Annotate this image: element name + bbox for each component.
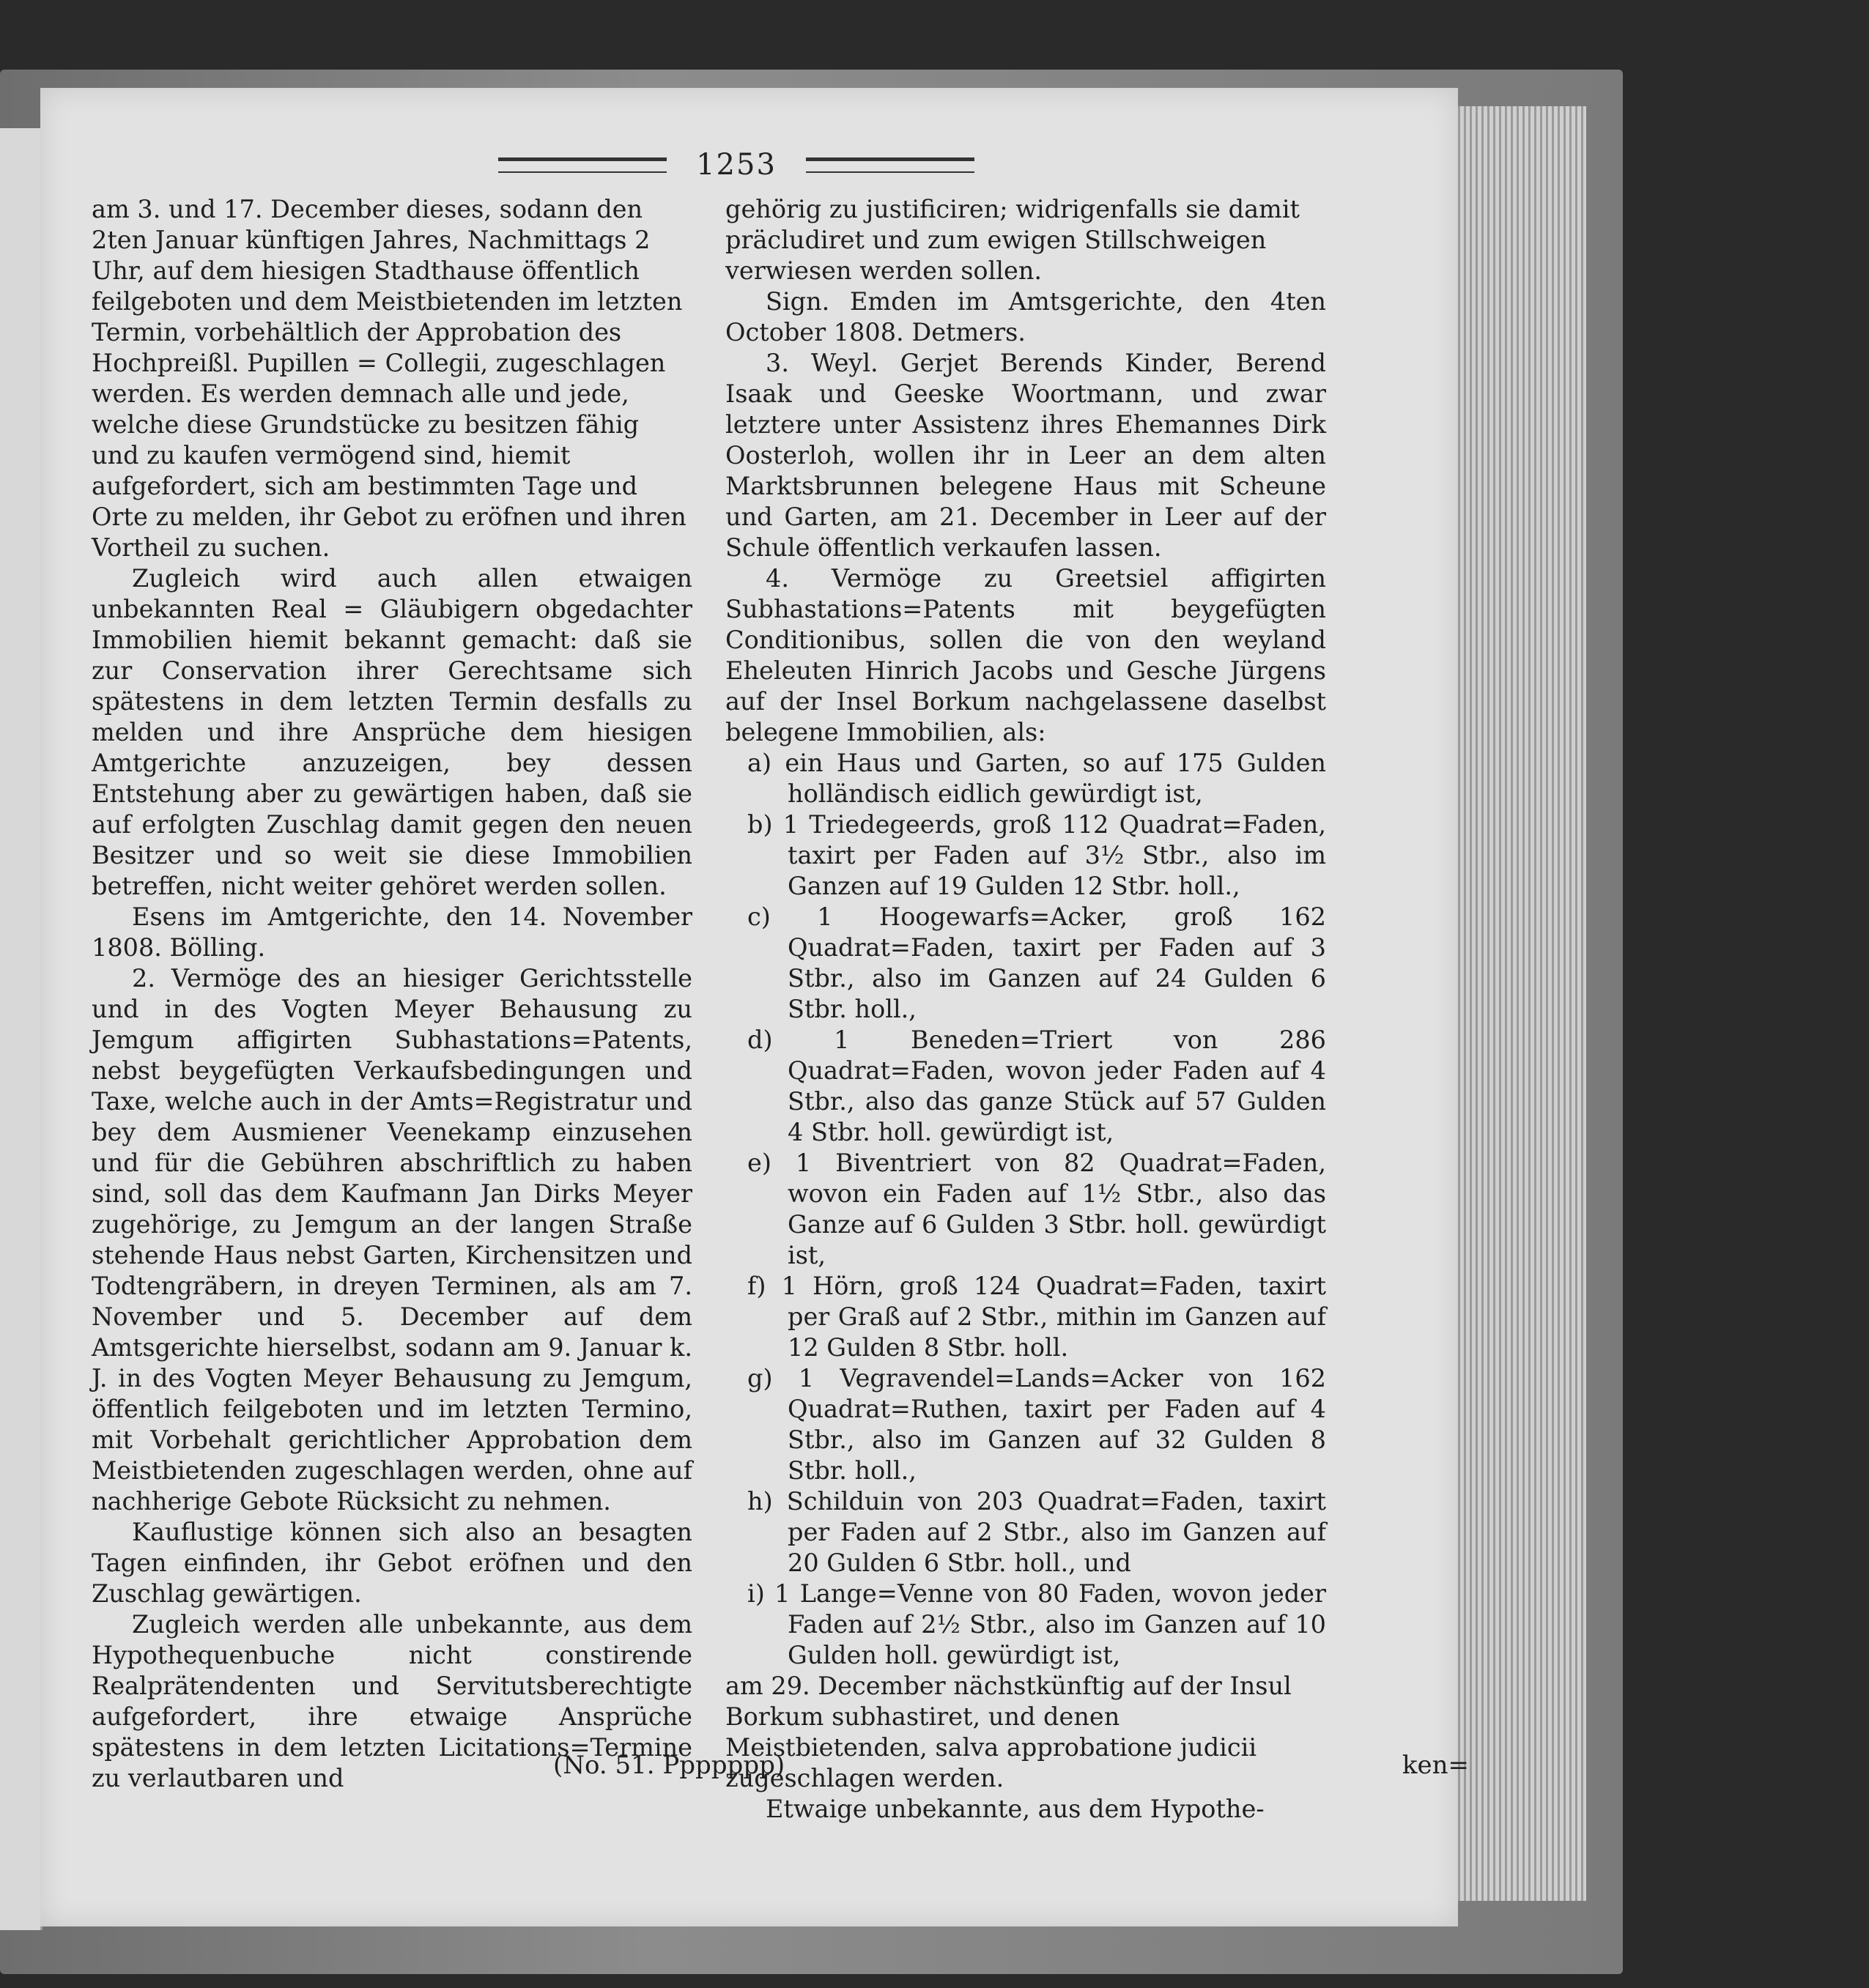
list-item: d) 1 Beneden=Triert von 286 Quadrat=Faden, wovon jeder Faden auf 4 Stbr., also das ganze Stück auf 57 Gulden 4 Stbr. holl. gewürdigt ist, bbox=[747, 1025, 1326, 1146]
paragraph: Zugleich werden alle unbekannte, aus dem Hypothequenbuche nicht constirende Realprätendenten und Servitutsberechtigte aufgefordert, ihre etwaige Ansprüche spätestens in dem letzten Licitations=Termine zu verlautbaren und bbox=[92, 1610, 692, 1792]
right-column bbox=[725, 194, 1326, 1825]
list-item: a) ein Haus und Garten, so auf 175 Gulden holländisch eidlich gewürdigt ist, bbox=[747, 749, 1326, 808]
list-item: b) 1 Triedegeerds, groß 112 Quadrat=Faden, taxirt per Faden auf 3½ Stbr., also im Ganzen auf 19 Gulden 12 Stbr. holl., bbox=[747, 810, 1326, 900]
list-item: e) 1 Biventriert von 82 Quadrat=Faden, wovon ein Faden auf 1½ Stbr., also das Ganze auf 6 Gulden 3 Stbr. holl. gewürdigt ist, bbox=[747, 1149, 1326, 1269]
left-column bbox=[92, 194, 692, 1794]
page-footer bbox=[553, 1751, 1469, 1780]
page-number: 1253 bbox=[696, 148, 777, 182]
list-item: h) Schilduin von 203 Quadrat=Faden, taxirt per Faden auf 2 Stbr., also im Ganzen auf 20 Gulden 6 Stbr. holl., und bbox=[747, 1487, 1326, 1577]
facing-page-edge bbox=[0, 128, 42, 1930]
header-rule-left bbox=[498, 157, 667, 173]
page-header bbox=[480, 139, 993, 190]
list-item: c) 1 Hoogewarfs=Acker, groß 162 Quadrat=Faden, taxirt per Faden auf 3 Stbr., also im Ganzen auf 24 Gulden 6 Stbr. holl., bbox=[747, 902, 1326, 1023]
paragraph: 2. Vermöge des an hiesiger Gerichtsstelle und in des Vogten Meyer Behausung zu Jemgum affigirten Subhastations=Patents, nebst beygefügten Verkaufsbedingungen und Taxe, welche auch in der Amts=Registratur und bey dem Ausmiener Veenekamp einzusehen und für die Gebühren abschriftlich zu haben sind, soll das dem Kaufmann Jan Dirks Meyer zugehörige, zu Jemgum an der langen Straße stehende Haus nebst Garten, Kirchensitzen und Todtengräbern, in dreyen Terminen, als am 7. November und 5. December auf dem Amtsgerichte hierselbst, sodann am 9. Januar k. J. in des Vogten Meyer Behausung zu Jemgum, öffentlich feilgeboten und im letzten Termino, mit Vorbehalt gerichtlicher Approbation dem Meistbietenden zugeschlagen werden, ohne auf nachherige Gebote Rücksicht zu nehmen. bbox=[92, 964, 692, 1516]
page-block-edges bbox=[1454, 106, 1586, 1901]
signature-mark: (No. 51. Ppppppp) bbox=[553, 1751, 785, 1780]
list-item: f) 1 Hörn, groß 124 Quadrat=Faden, taxirt per Graß auf 2 Stbr., mithin im Ganzen auf 12 Gulden 8 Stbr. holl. bbox=[747, 1272, 1326, 1362]
paragraph: gehörig zu justificiren; widrigenfalls sie damit präcludiret und zum ewigen Stillschweigen verwiesen werden sollen. bbox=[725, 195, 1300, 285]
paragraph: Etwaige unbekannte, aus dem Hypothe- bbox=[766, 1795, 1265, 1823]
list-item: g) 1 Vegravendel=Lands=Acker von 162 Quadrat=Ruthen, taxirt per Faden auf 4 Stbr., also im Ganzen auf 32 Gulden 8 Stbr. holl., bbox=[747, 1364, 1326, 1485]
paragraph: 3. Weyl. Gerjet Berends Kinder, Berend Isaak und Geeske Woortmann, und zwar letztere unter Assistenz ihres Ehemannes Dirk Oosterloh, wollen ihr in Leer an dem alten Marktsbrunnen belegene Haus mit Scheune und Garten, am 21. December in Leer auf der Schule öffentlich verkaufen lassen. bbox=[725, 349, 1326, 562]
paragraph: 4. Vermöge zu Greetsiel affigirten Subhastations=Patents mit beygefügten Conditionibus, sollen die von den weyland Eheleuten Hinrich Jacobs und Gesche Jürgens auf der Insel Borkum nachgelassene daselbst belegene Immobilien, als: bbox=[725, 564, 1326, 746]
list-item: i) 1 Lange=Venne von 80 Faden, wovon jeder Faden auf 2½ Stbr., also im Ganzen auf 10 Gulden holl. gewürdigt ist, bbox=[747, 1579, 1326, 1669]
header-rule-right bbox=[806, 157, 974, 173]
paragraph: am 3. und 17. December dieses, sodann den 2ten Januar künftigen Jahres, Nachmittags 2 Uhr, auf dem hiesigen Stadthause öffentlich feilgeboten und dem Meistbietenden im letzten Termin, vorbehältlich der Approbation des Hochpreißl. Pupillen = Collegii, zugeschlagen werden. Es werden demnach alle und jede, welche diese Grundstücke zu besitzen fähig und zu kaufen vermögend sind, hiemit aufgefordert, sich am bestimmten Tage und Orte zu melden, ihr Gebot zu eröfnen und ihren Vortheil zu suchen. bbox=[92, 195, 686, 562]
dateline: Esens im Amtgerichte, den 14. November 1808. Bölling. bbox=[92, 902, 692, 962]
catchword: ken= bbox=[1402, 1751, 1469, 1780]
paragraph: am 29. December nächstkünftig auf der Insul Borkum subhastiret, und denen Meistbietenden, salva approbatione judicii zugeschlagen werden. bbox=[725, 1672, 1292, 1792]
paragraph: Zugleich wird auch allen etwaigen unbekannten Real = Gläubigern obgedachter Immobilien hiemit bekannt gemacht: daß sie zur Conservation ihrer Gerechtsame sich spätestens in dem letzten Termin desfalls zu melden und ihre Ansprüche dem hiesigen Amtgerichte anzuzeigen, bey dessen Entstehung aber zu gewärtigen haben, daß sie auf erfolgten Zuschlag damit gegen den neuen Besitzer und so weit sie diese Immobilien betreffen, nicht weiter gehöret werden sollen. bbox=[92, 564, 692, 900]
paragraph: Kauflustige können sich also an besagten Tagen einfinden, ihr Gebot eröfnen und den Zuschlag gewärtigen. bbox=[92, 1518, 692, 1608]
dateline: Sign. Emden im Amtsgerichte, den 4ten October 1808. Detmers. bbox=[725, 287, 1326, 346]
book-page bbox=[40, 88, 1469, 1926]
